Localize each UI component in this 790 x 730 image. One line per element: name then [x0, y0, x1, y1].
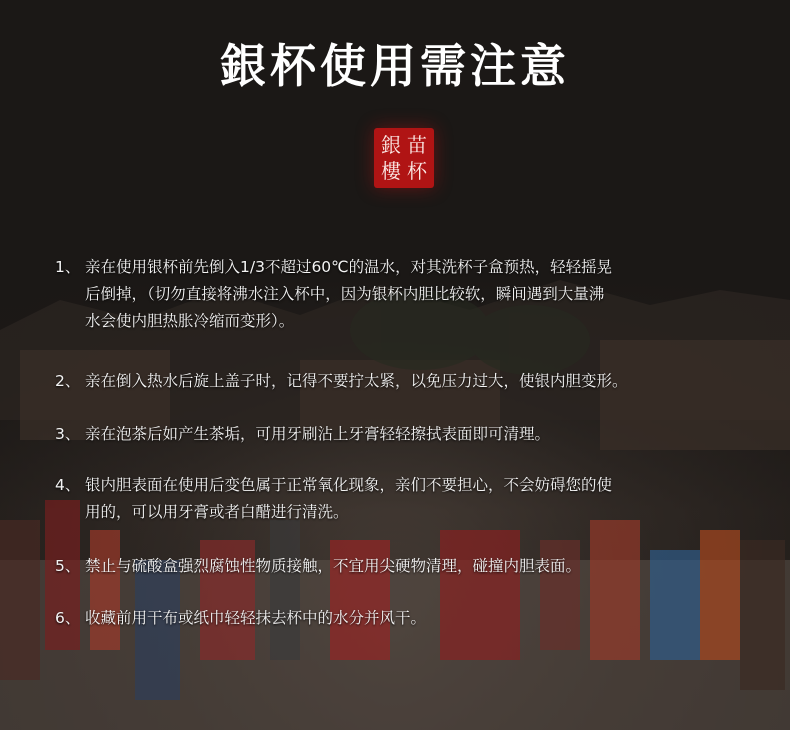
note-text: 用的，可以用牙膏或者白醋进行清洗。 [85, 503, 349, 521]
usage-note-4 [55, 472, 760, 526]
usage-note-2 [55, 368, 760, 395]
seal-char: 苗 [407, 133, 427, 157]
note-text: 亲在倒入热水后旋上盖子时，记得不要拧太紧，以免压力过大，使银内胆变形。 [85, 372, 628, 390]
note-number: 5、 [55, 557, 81, 575]
usage-note-3 [55, 421, 760, 448]
note-text: 水会使内胆热胀冷缩而变形）。 [85, 312, 295, 330]
note-text: 后倒掉，（切勿直接将沸水注入杯中，因为银杯内胆比较软，瞬间遇到大量沸 [85, 285, 605, 303]
note-number: 6、 [55, 609, 81, 627]
note-text: 亲在使用银杯前先倒入1/3不超过60℃的温水，对其洗杯子盒预热，轻轻摇晃 [85, 258, 613, 276]
page-title: 銀杯使用需注意 [220, 39, 570, 93]
seal-char: 銀 [381, 133, 401, 157]
note-number: 3、 [55, 425, 81, 443]
usage-note-1 [55, 254, 760, 335]
usage-note-6 [55, 605, 760, 632]
note-number: 2、 [55, 372, 81, 390]
note-number: 1、 [55, 258, 81, 276]
note-text: 亲在泡茶后如产生茶垢，可用牙刷沾上牙膏轻轻擦拭表面即可清理。 [85, 425, 551, 443]
note-text: 银内胆表面在使用后变色属于正常氧化现象，亲们不要担心，不会妨碍您的使 [85, 476, 613, 494]
note-text: 收藏前用干布或纸巾轻轻抹去杯中的水分并风干。 [85, 609, 427, 627]
seal-char: 杯 [407, 159, 427, 183]
note-text: 禁止与硫酸盒强烈腐蚀性物质接触，不宜用尖硬物清理，碰撞内胆表面。 [85, 557, 582, 575]
brand-seal-stamp [374, 128, 434, 188]
usage-note-5 [55, 553, 760, 580]
note-number: 4、 [55, 476, 81, 494]
seal-char: 樓 [381, 159, 401, 183]
